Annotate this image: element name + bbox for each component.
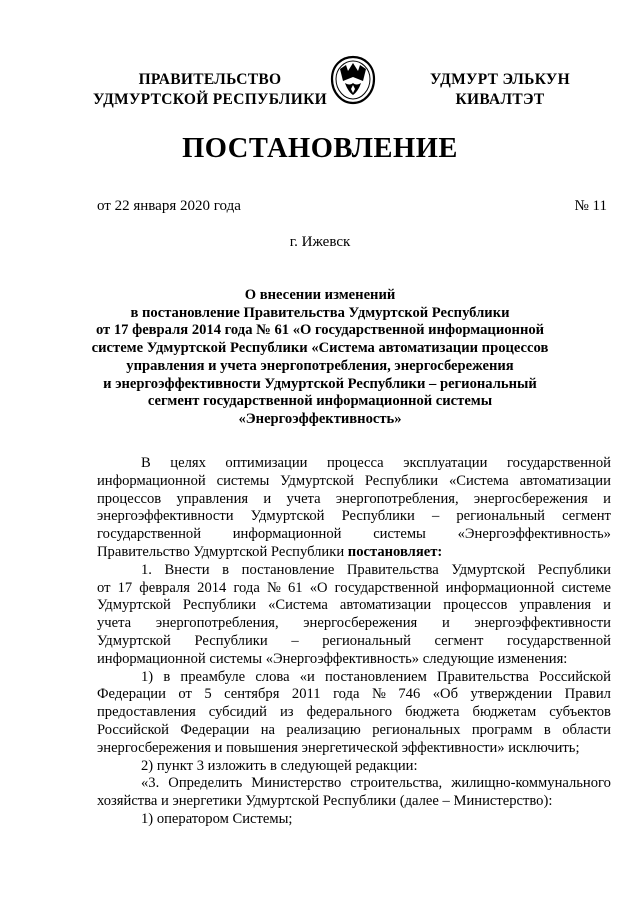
body-line: информационной системы «Энергоэффективность» следующие изменения: <box>97 650 568 667</box>
government-name-ru-line2: УДМУРТСКОЙ РЕСПУБЛИКИ <box>92 91 327 108</box>
body-line: хозяйства и энергетики Удмуртской Республики (далее – Министерство): <box>97 793 553 810</box>
body-line: энергосбережения и повышения энергетической эффективности» исключить; <box>97 739 580 756</box>
body-line: Правительство Удмуртской Республики постановляет: <box>97 543 443 560</box>
resolution-keyword: постановляет: <box>347 543 443 560</box>
body-line: энергоэффективности Удмуртской Республики – региональный сегмент <box>97 508 611 525</box>
government-name-ru <box>80 70 340 110</box>
udmurt-coat-of-arms-icon <box>330 55 376 105</box>
document-type-heading: ПОСТАНОВЛЕНИЕ <box>182 133 458 164</box>
government-name-udm-line2: КИВАЛТЭТ <box>455 91 545 108</box>
document-city: г. Ижевск <box>289 234 351 250</box>
government-name-udm <box>410 70 590 110</box>
title-line: О внесении изменений <box>244 287 396 303</box>
body-line: В целях оптимизации процесса эксплуатации государственной <box>141 455 611 471</box>
body-line: «3. Определить Министерство строительства, жилищно-коммунального <box>141 775 611 792</box>
body-line: учета энергопотребления, энергосбережения и энергоэффективности <box>97 615 611 632</box>
title-line: в постановление Правительства Удмуртской Республики <box>130 304 510 321</box>
government-name-ru-line1: ПРАВИТЕЛЬСТВО <box>138 71 282 88</box>
document-body <box>97 455 611 829</box>
body-line: процессов управления и учета энергопотребления, энергосбережения и <box>97 490 611 507</box>
body-line: от 17 февраля 2014 года № 61 «О государственной информационной системе <box>97 579 611 596</box>
body-line: 2) пункт 3 изложить в следующей редакции: <box>141 757 418 774</box>
body-line: Федерации от 5 сентября 2011 года № 746 «Об утверждении Правил <box>97 686 611 703</box>
body-line: Российской Федерации на реализацию региональных программ в области <box>97 721 611 738</box>
title-line: сегмент государственной информационной системы <box>147 393 493 410</box>
title-line: и энергоэффективности Удмуртской Республики – региональный <box>103 375 537 392</box>
title-line: «Энергоэффективность» <box>238 410 402 427</box>
body-line: информационной системы Удмуртской Республики «Система автоматизации <box>97 472 611 489</box>
body-line: государственной информационной системы «Энергоэффективность» <box>97 526 611 543</box>
body-line: 1. Внести в постановление Правительства Удмуртской Республики <box>141 561 611 578</box>
document-date: от 22 января 2020 года <box>97 198 241 214</box>
title-line: управления и учета энергопотребления, энергосбережения <box>126 357 514 374</box>
body-line: Удмуртской Республики – региональный сегмент государственной <box>97 632 611 649</box>
document-title <box>60 287 580 429</box>
title-line: системе Удмуртской Республики «Система автоматизации процессов <box>91 340 549 357</box>
body-line: Удмуртской Республики «Система автоматизации процессов управления и <box>97 597 611 614</box>
body-line: 1) оператором Системы; <box>141 810 293 827</box>
title-line: от 17 февраля 2014 года № 61 «О государственной информационной <box>95 322 545 339</box>
body-line: 1) в преамбуле слова «и постановлением Правительства Российской <box>141 668 611 685</box>
government-name-udm-line1: УДМУРТ ЭЛЬКУН <box>430 71 570 88</box>
document-number: № 11 <box>574 198 607 214</box>
body-line: предоставления субсидий из федерального бюджета бюджетам субъектов <box>97 704 611 721</box>
